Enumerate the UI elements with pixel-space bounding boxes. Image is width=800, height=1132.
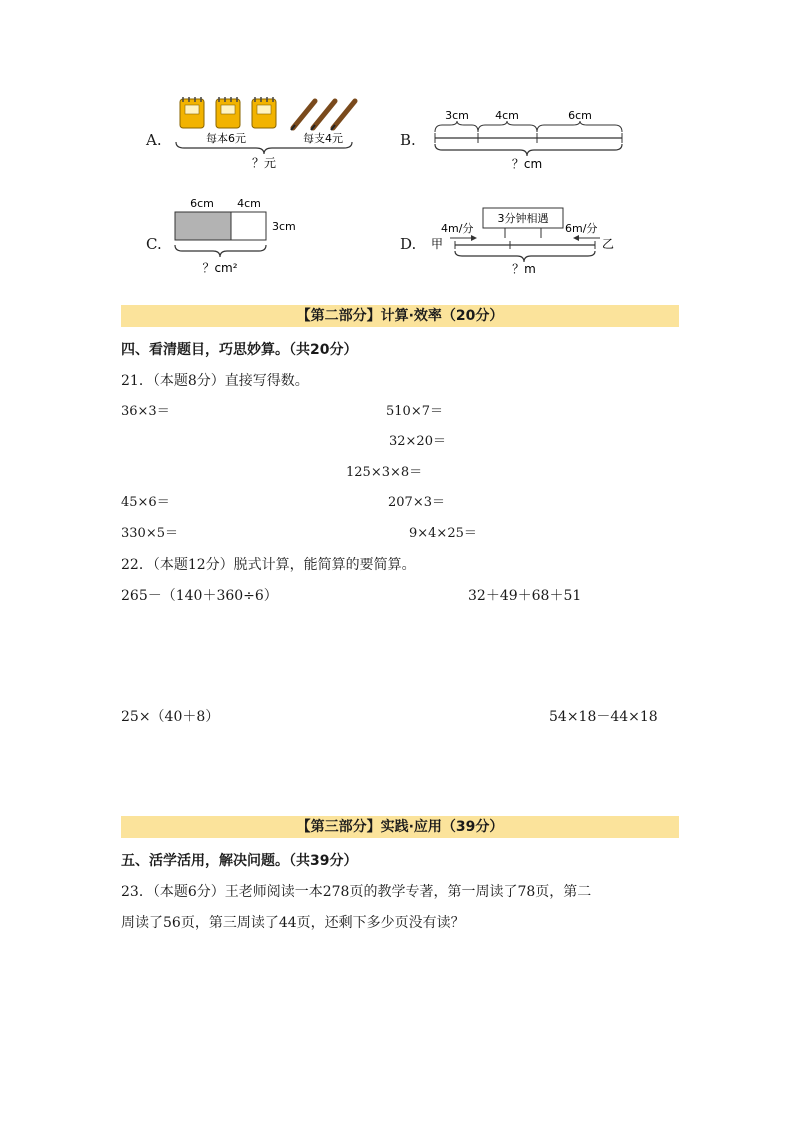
q21-item-1: 36×3＝	[121, 404, 170, 419]
option-c-width2-label: 4cm	[237, 197, 261, 210]
option-b-seg2-label: 4cm	[495, 109, 519, 122]
q23-line-1: 23．（本题6分）王老师阅读一本278页的教学专著，第一周读了78页，第二	[121, 884, 592, 900]
option-d-meet-label: 3分钟相遇	[497, 212, 549, 225]
notebook-icon	[252, 97, 276, 128]
option-b-seg3-label: 6cm	[568, 109, 592, 122]
q22-item-2: 32＋49＋68＋51	[468, 588, 582, 604]
q21-item-7: 330×5＝	[121, 526, 178, 541]
section2-heading: 四、看清题目，巧思妙算。（共20分）	[121, 342, 358, 358]
q21-item-5: 45×6＝	[121, 495, 170, 510]
option-c-total-label: ？cm²	[202, 261, 238, 275]
option-d-left-end: 甲	[431, 237, 444, 251]
option-a-letter: A.	[146, 131, 162, 149]
section3-banner: 【第三部分】实践·应用（39分）	[121, 816, 679, 838]
option-d-right-end: 乙	[602, 237, 615, 251]
q21-item-8: 9×4×25＝	[409, 526, 477, 541]
notebook-icon	[180, 97, 204, 128]
option-b-diagram	[430, 105, 630, 175]
option-b-letter: B.	[400, 131, 416, 149]
option-d-right-speed: 6m/分	[565, 222, 598, 235]
option-d-total-label: ？m	[512, 262, 536, 276]
option-d-diagram	[428, 205, 628, 277]
q21-item-4: 125×3×8＝	[346, 465, 423, 480]
option-d-left-speed: 4m/分	[441, 222, 474, 235]
option-a-notebook-label: 每本6元	[206, 132, 246, 145]
section3-heading: 五、活学活用，解决问题。（共39分）	[121, 853, 358, 869]
q21-title: 21．（本题8分）直接写得数。	[121, 373, 309, 389]
q22-item-1: 265－（140＋360÷6）	[121, 588, 278, 604]
q23-line-2: 周读了56页，第三周读了44页，还剩下多少页没有读？	[121, 915, 465, 931]
q22-item-3: 25×（40＋8）	[121, 709, 220, 725]
option-c-shaded-rect	[175, 212, 231, 240]
q21-item-3: 32×20＝	[389, 434, 446, 449]
q21-item-6: 207×3＝	[388, 495, 445, 510]
notebook-icon	[216, 97, 240, 128]
q22-item-4: 54×18－44×18	[549, 709, 658, 725]
option-d-letter: D.	[400, 235, 417, 253]
option-a-total-label: ？元	[251, 156, 277, 170]
option-b-total-label: ？cm	[511, 157, 543, 171]
option-a-diagram	[170, 92, 370, 172]
q21-item-2: 510×7＝	[386, 404, 443, 419]
q22-title: 22．（本题12分）脱式计算，能简算的要简算。	[121, 557, 416, 573]
option-c-white-rect	[231, 212, 266, 240]
option-c-letter: C.	[146, 235, 162, 253]
option-a-pen-label: 每支4元	[303, 132, 343, 145]
pen-icon	[291, 101, 315, 130]
option-c-height-label: 3cm	[272, 220, 296, 233]
option-b-seg1-label: 3cm	[445, 109, 469, 122]
section2-banner: 【第二部分】计算·效率（20分）	[121, 305, 679, 327]
option-c-diagram	[168, 193, 308, 277]
option-c-width1-label: 6cm	[190, 197, 214, 210]
